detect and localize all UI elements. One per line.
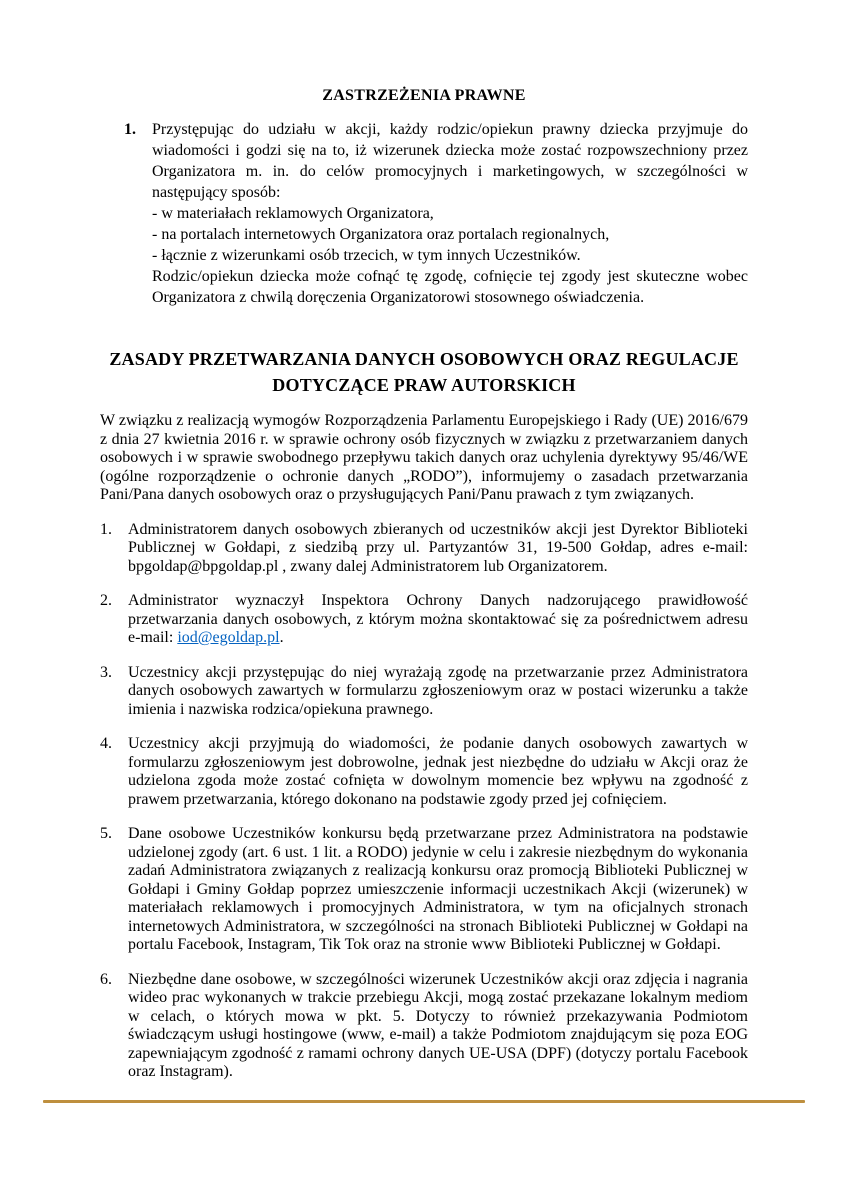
- legal-section-title: ZASTRZEŻENIA PRAWNE: [322, 87, 526, 104]
- rodo-item-1: [100, 521, 748, 577]
- footer-divider-line: [43, 1100, 805, 1103]
- rodo-item-number: 3.: [100, 663, 112, 681]
- rodo-item-text: Dane osobowe Uczestników konkursu będą przetwarzane przez Administratora na podstawie udzielonej zgody (art. 6 ust. 1 lit. a RODO) jedynie w celu i zakresie niezbędnym do wykonania zadań Administratora związanych z realizacją konkursu oraz promocją Biblioteki Publicznej w Gołdapi i Gminy Gołdap poprzez umieszczenie informacji uczestnikach Akcji (wizerunek) w materiałach reklamowych i promocyjnych Administratora, w tym na oficjalnych stronach internetowych Administratora, w szczególności na stronach Biblioteki Publicznej w Gołdapi na portalu Facebook, Instagram, Tik Tok oraz na stronie www Biblioteki Publicznej w Gołdapi.: [128, 825, 748, 953]
- rodo-item-text: Uczestnicy akcji przyjmują do wiadomości, że podanie danych osobowych zawartych w formularzu zgłoszeniowym jest dobrowolne, jednak jest niezbędne do udziału w Akcji oraz że udzielona zgoda może zostać cofnięta w dowolnym momencie bez wpływu na zgodność z prawem przetwarzania, którego dokonano na podstawie zgody przed jej cofnięciem.: [128, 735, 748, 808]
- legal-bullet-line-3: - łącznie z wizerunkami osób trzecich, w tym innych Uczestników.: [152, 247, 581, 264]
- rodo-item-text: Niezbędne dane osobowe, w szczególności wizerunek Uczestników akcji oraz zdjęcia i nagrania wideo prac wykonanych w trakcie przebiegu Akcji, mogą zostać przekazane lokalnym mediom w celach, o których mowa w pkt. 5. Dotyczy to również przekazywania Podmiotom świadczącym usługi hostingowe (www, e-mail) a także Podmiotom znajdującym się poza EOG zapewniającym zgodność z ramami ochrony danych UE-USA (DPF) (dotyczy portalu Facebook oraz Instagram).: [128, 970, 748, 1080]
- rodo-item-number: 2.: [100, 592, 112, 609]
- rodo-section-title: [100, 346, 748, 398]
- rodo-item-number: 6.: [100, 970, 112, 988]
- rodo-item-2-text-before-link: Administrator wyznaczył Inspektora Ochrony Danych nadzorującego prawidłowość przetwarzania danych osobowych, z którym można skontaktować się za pośrednictwem adresu e-mail:: [128, 592, 748, 646]
- rodo-item-number: 1.: [100, 520, 112, 538]
- rodo-item-4: [100, 735, 748, 809]
- rodo-item-text: Administratorem danych osobowych zbieranych od uczestników akcji jest Dyrektor Biblioteki Publicznej w Gołdapi, z siedzibą przy ul. Partyzantów 31, 19-500 Gołdap, adres e-mail: bpgoldap@bpgoldap.pl , zwany dalej Administratorem lub Organizatorem.: [128, 520, 748, 575]
- legal-paragraph-closing: Rodzic/opiekun dziecka może cofnąć tę zgodę, cofnięcie tej zgody jest skuteczne wobec Organizatora z chwilą doręczenia Organizatorowi stosownego oświadczenia.: [152, 268, 748, 306]
- legal-item-number: 1.: [124, 121, 136, 138]
- rodo-title-line-1: ZASADY PRZETWARZANIA DANYCH OSOBOWYCH ORAZ REGULACJE: [109, 349, 739, 369]
- rodo-item-number: 4.: [100, 735, 112, 752]
- rodo-numbered-list: [100, 521, 748, 1082]
- rodo-item-6: [100, 971, 748, 1082]
- legal-item: [124, 119, 748, 308]
- rodo-item-5: [100, 825, 748, 955]
- rodo-item-text: Uczestnicy akcji przystępując do niej wyrażają zgodę na przetwarzanie przez Administratora danych osobowych zawartych w formularzu zgłoszeniowym oraz w postaci wizerunku a także imienia i nazwiska rodzica/opiekuna prawnego.: [128, 663, 748, 718]
- rodo-intro-paragraph: W związku z realizacją wymogów Rozporządzenia Parlamentu Europejskiego i Rady (UE) 2016/679 z dnia 27 kwietnia 2016 r. w sprawie ochrony osób fizycznych w związku z przetwarzaniem danych osobowych i w sprawie swobodnego przepływu takich danych oraz uchylenia dyrektywy 95/46/WE (ogólne rozporządzenie o ochronie danych „RODO”), informujemy o zasadach przetwarzania Pani/Pana danych osobowych oraz o przysługujących Pani/Panu prawach z tym związanych.: [100, 412, 748, 503]
- rodo-title-line-2: DOTYCZĄCE PRAW AUTORSKICH: [272, 375, 576, 395]
- rodo-item-number: 5.: [100, 825, 112, 842]
- rodo-item-2: [100, 592, 748, 648]
- rodo-item-3: [100, 664, 748, 720]
- legal-bullet-line-1: - w materiałach reklamowych Organizatora,: [152, 205, 434, 222]
- rodo-item-2-text-after-link: .: [279, 629, 284, 646]
- rodo-item-text: [128, 592, 748, 648]
- legal-bullet-line-2: - na portalach internetowych Organizatora oraz portalach regionalnych,: [152, 226, 610, 243]
- legal-item-text: [152, 119, 748, 308]
- legal-paragraph-intro: Przystępując do udziału w akcji, każdy rodzic/opiekun prawny dziecka przyjmuje do wiadomości i godzi się na to, iż wizerunek dziecka może zostać rozpowszechniony przez Organizatora m. in. do celów promocyjnych i marketingowych, w szczególności w następujący sposób:: [152, 121, 748, 201]
- iod-email-link[interactable]: iod@egoldap.pl: [177, 629, 280, 646]
